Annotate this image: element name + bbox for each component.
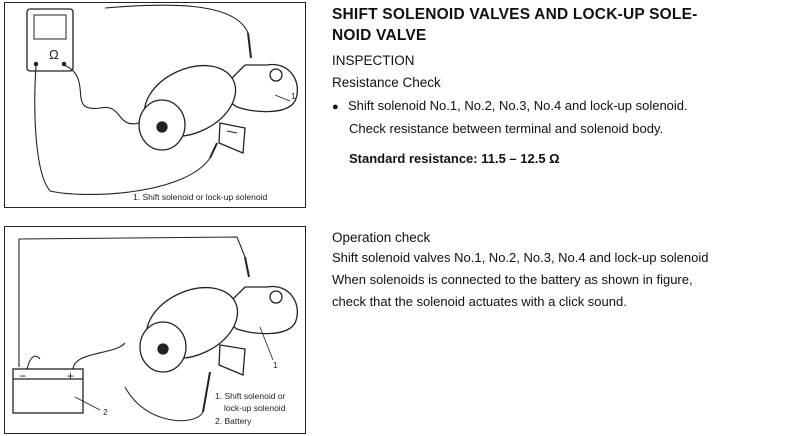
resistance-bullet-text: Shift solenoid No.1, No.2, No.3, No.4 and lock-up solenoid. [348,98,688,113]
resistance-check-illustration [5,3,305,207]
section-title-line1: SHIFT SOLENOID VALVES AND LOCK-UP SOLE- [332,6,698,23]
operation-line-1: Shift solenoid valves No.1, No.2, No.3, No.4 and lock-up solenoid [332,250,709,265]
bullet-icon: ● [332,101,339,113]
figure-caption: 1. Shift solenoid or lock-up solenoid [133,192,268,202]
battery-plus-label: + [67,369,75,383]
section-title-line2: NOID VALVE [332,27,427,44]
callout-2: 2 [103,407,108,417]
ohm-symbol: Ω [49,47,59,62]
solenoid-icon [133,52,297,153]
figure-caption-line1: 1. Shift solenoid or [215,391,286,401]
standard-resistance: Standard resistance: 11.5 – 12.5 Ω [349,151,560,166]
callout-1: 1 [291,91,296,101]
figure-caption-line2: lock-up solenoid [224,403,286,413]
battery-minus-label: − [19,369,27,383]
figure-operation-check [4,226,306,434]
section-subtitle: INSPECTION [332,53,415,68]
figure-resistance-check [4,2,306,208]
resistance-instruction: Check resistance between terminal and solenoid body. [349,121,664,136]
resistance-bullet-item [332,96,688,117]
callout-1: 1 [273,360,278,370]
resistance-heading: Resistance Check [332,75,441,90]
operation-heading: Operation check [332,230,431,245]
operation-line-2: When solenoids is connected to the battery as shown in figure, [332,272,693,287]
operation-line-3: check that the solenoid actuates with a click sound. [332,294,627,309]
figure-caption-line3: 2. Battery [215,416,252,426]
